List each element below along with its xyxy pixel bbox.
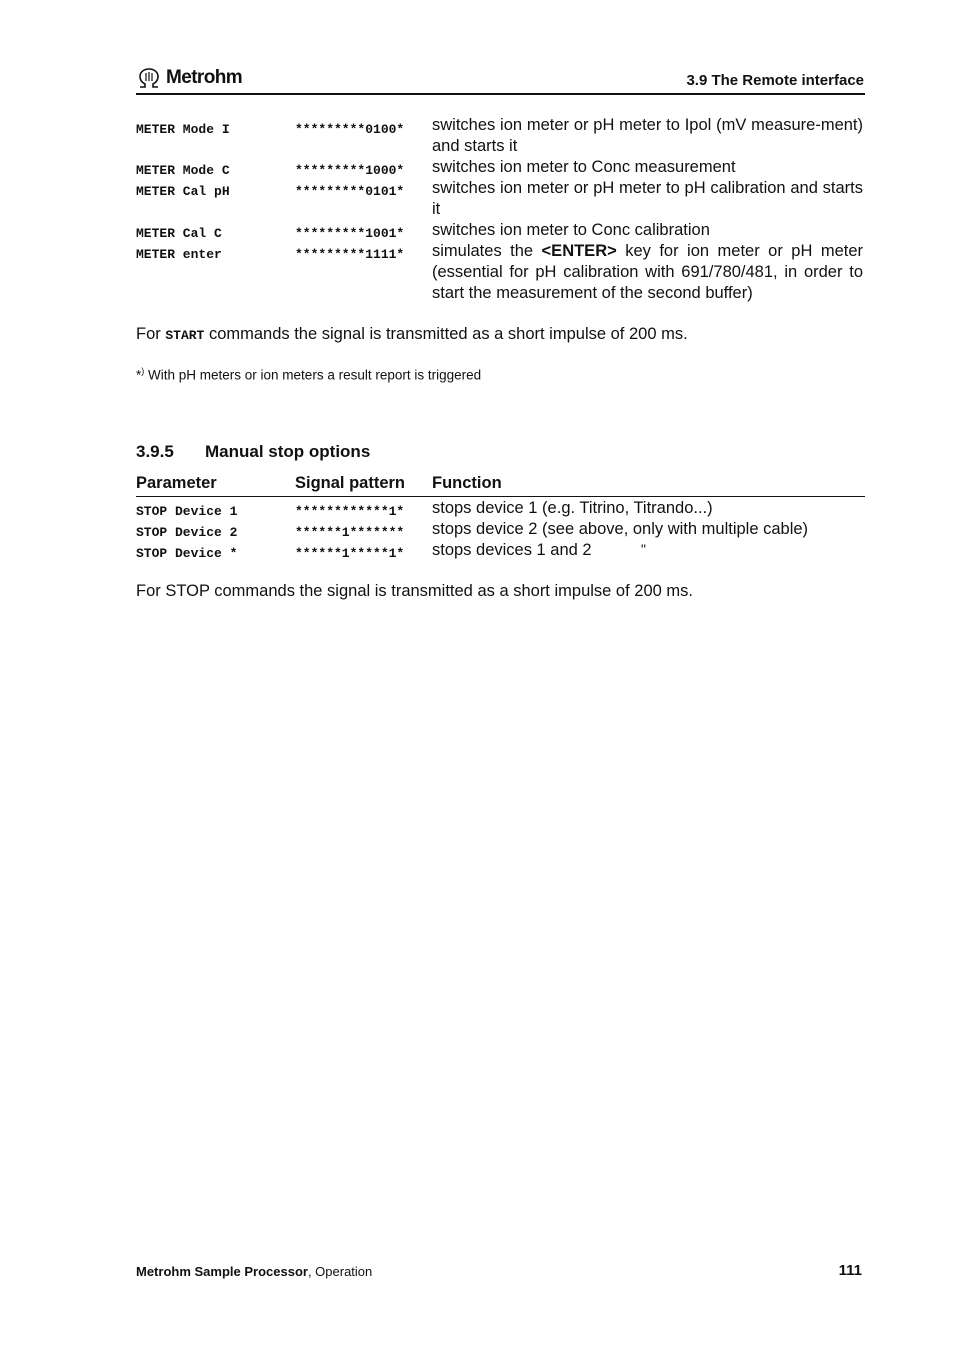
start-note: For START commands the signal is transmitted as a short impulse of 200 ms. [136,325,688,343]
table-header [136,474,865,495]
function-cell: stops device 2 (see above, only with multiple cable) [432,520,809,538]
parameter-cell: METER enter [136,247,222,262]
table-row [136,519,865,540]
table-row [136,178,865,220]
table-row [136,540,865,561]
signal-pattern-cell: *********1111* [295,247,405,262]
enter-key-label: <ENTER> [541,242,617,260]
section-title: Manual stop options [205,442,371,461]
signal-pattern-cell: ******1*****1* [295,546,405,561]
parameter-cell: STOP Device 2 [136,525,238,540]
metrohm-logo [136,66,242,90]
omega-logo-icon [136,67,162,89]
parameter-cell: METER Cal C [136,226,222,241]
function-cell: simulates the <ENTER> key for ion meter or pH meter (essential for pH calibration with 691/780/481, in order to start the measurement of the second buffer) [432,242,863,302]
column-header-parameter: Parameter [136,474,217,492]
signal-pattern-cell: ******1******* [295,525,405,540]
signal-pattern-cell: ************1* [295,504,405,519]
parameter-cell: STOP Device * [136,546,238,561]
page-number: 111 [838,1262,862,1279]
start-keyword: START [165,328,205,343]
function-cell: switches ion meter to Conc measurement [432,158,736,176]
footnote: *) With pH meters or ion meters a result report is triggered [136,366,482,383]
function-cell: stops device 1 (e.g. Titrino, Titrando...) [432,499,713,517]
section-number: 3.9.5 [136,442,174,461]
function-cell: switches ion meter or pH meter to Ipol (mV measure-ment) and starts it [432,116,863,155]
function-cell: stops devices 1 and 2 [432,541,592,559]
header-divider [136,93,865,95]
table-header-divider [136,496,865,497]
column-header-function: Function [432,474,502,492]
parameter-cell: METER Mode C [136,163,230,178]
table-row [136,115,865,157]
stop-note: For STOP commands the signal is transmitted as a short impulse of 200 ms. [136,582,693,600]
ditto-mark: " [641,541,646,557]
section-heading [136,442,370,462]
signal-pattern-cell: *********0100* [295,122,405,137]
parameter-cell: STOP Device 1 [136,504,238,519]
table-row [136,157,865,178]
signal-pattern-cell: *********1001* [295,226,405,241]
function-cell: switches ion meter or pH meter to pH calibration and starts it [432,179,863,218]
running-header-title: 3.9 The Remote interface [686,72,864,89]
function-cell: switches ion meter to Conc calibration [432,221,710,239]
signal-pattern-cell: *********0101* [295,184,405,199]
signal-pattern-cell: *********1000* [295,163,405,178]
footer-document-title: Metrohm Sample Processor, Operation [136,1264,373,1279]
column-header-signal: Signal pattern [295,474,406,492]
table-row [136,241,865,304]
parameter-cell: METER Cal pH [136,184,230,199]
logo-text: Metrohm [166,67,243,88]
table-row [136,498,865,519]
table-row [136,220,865,241]
parameter-cell: METER Mode I [136,122,230,137]
